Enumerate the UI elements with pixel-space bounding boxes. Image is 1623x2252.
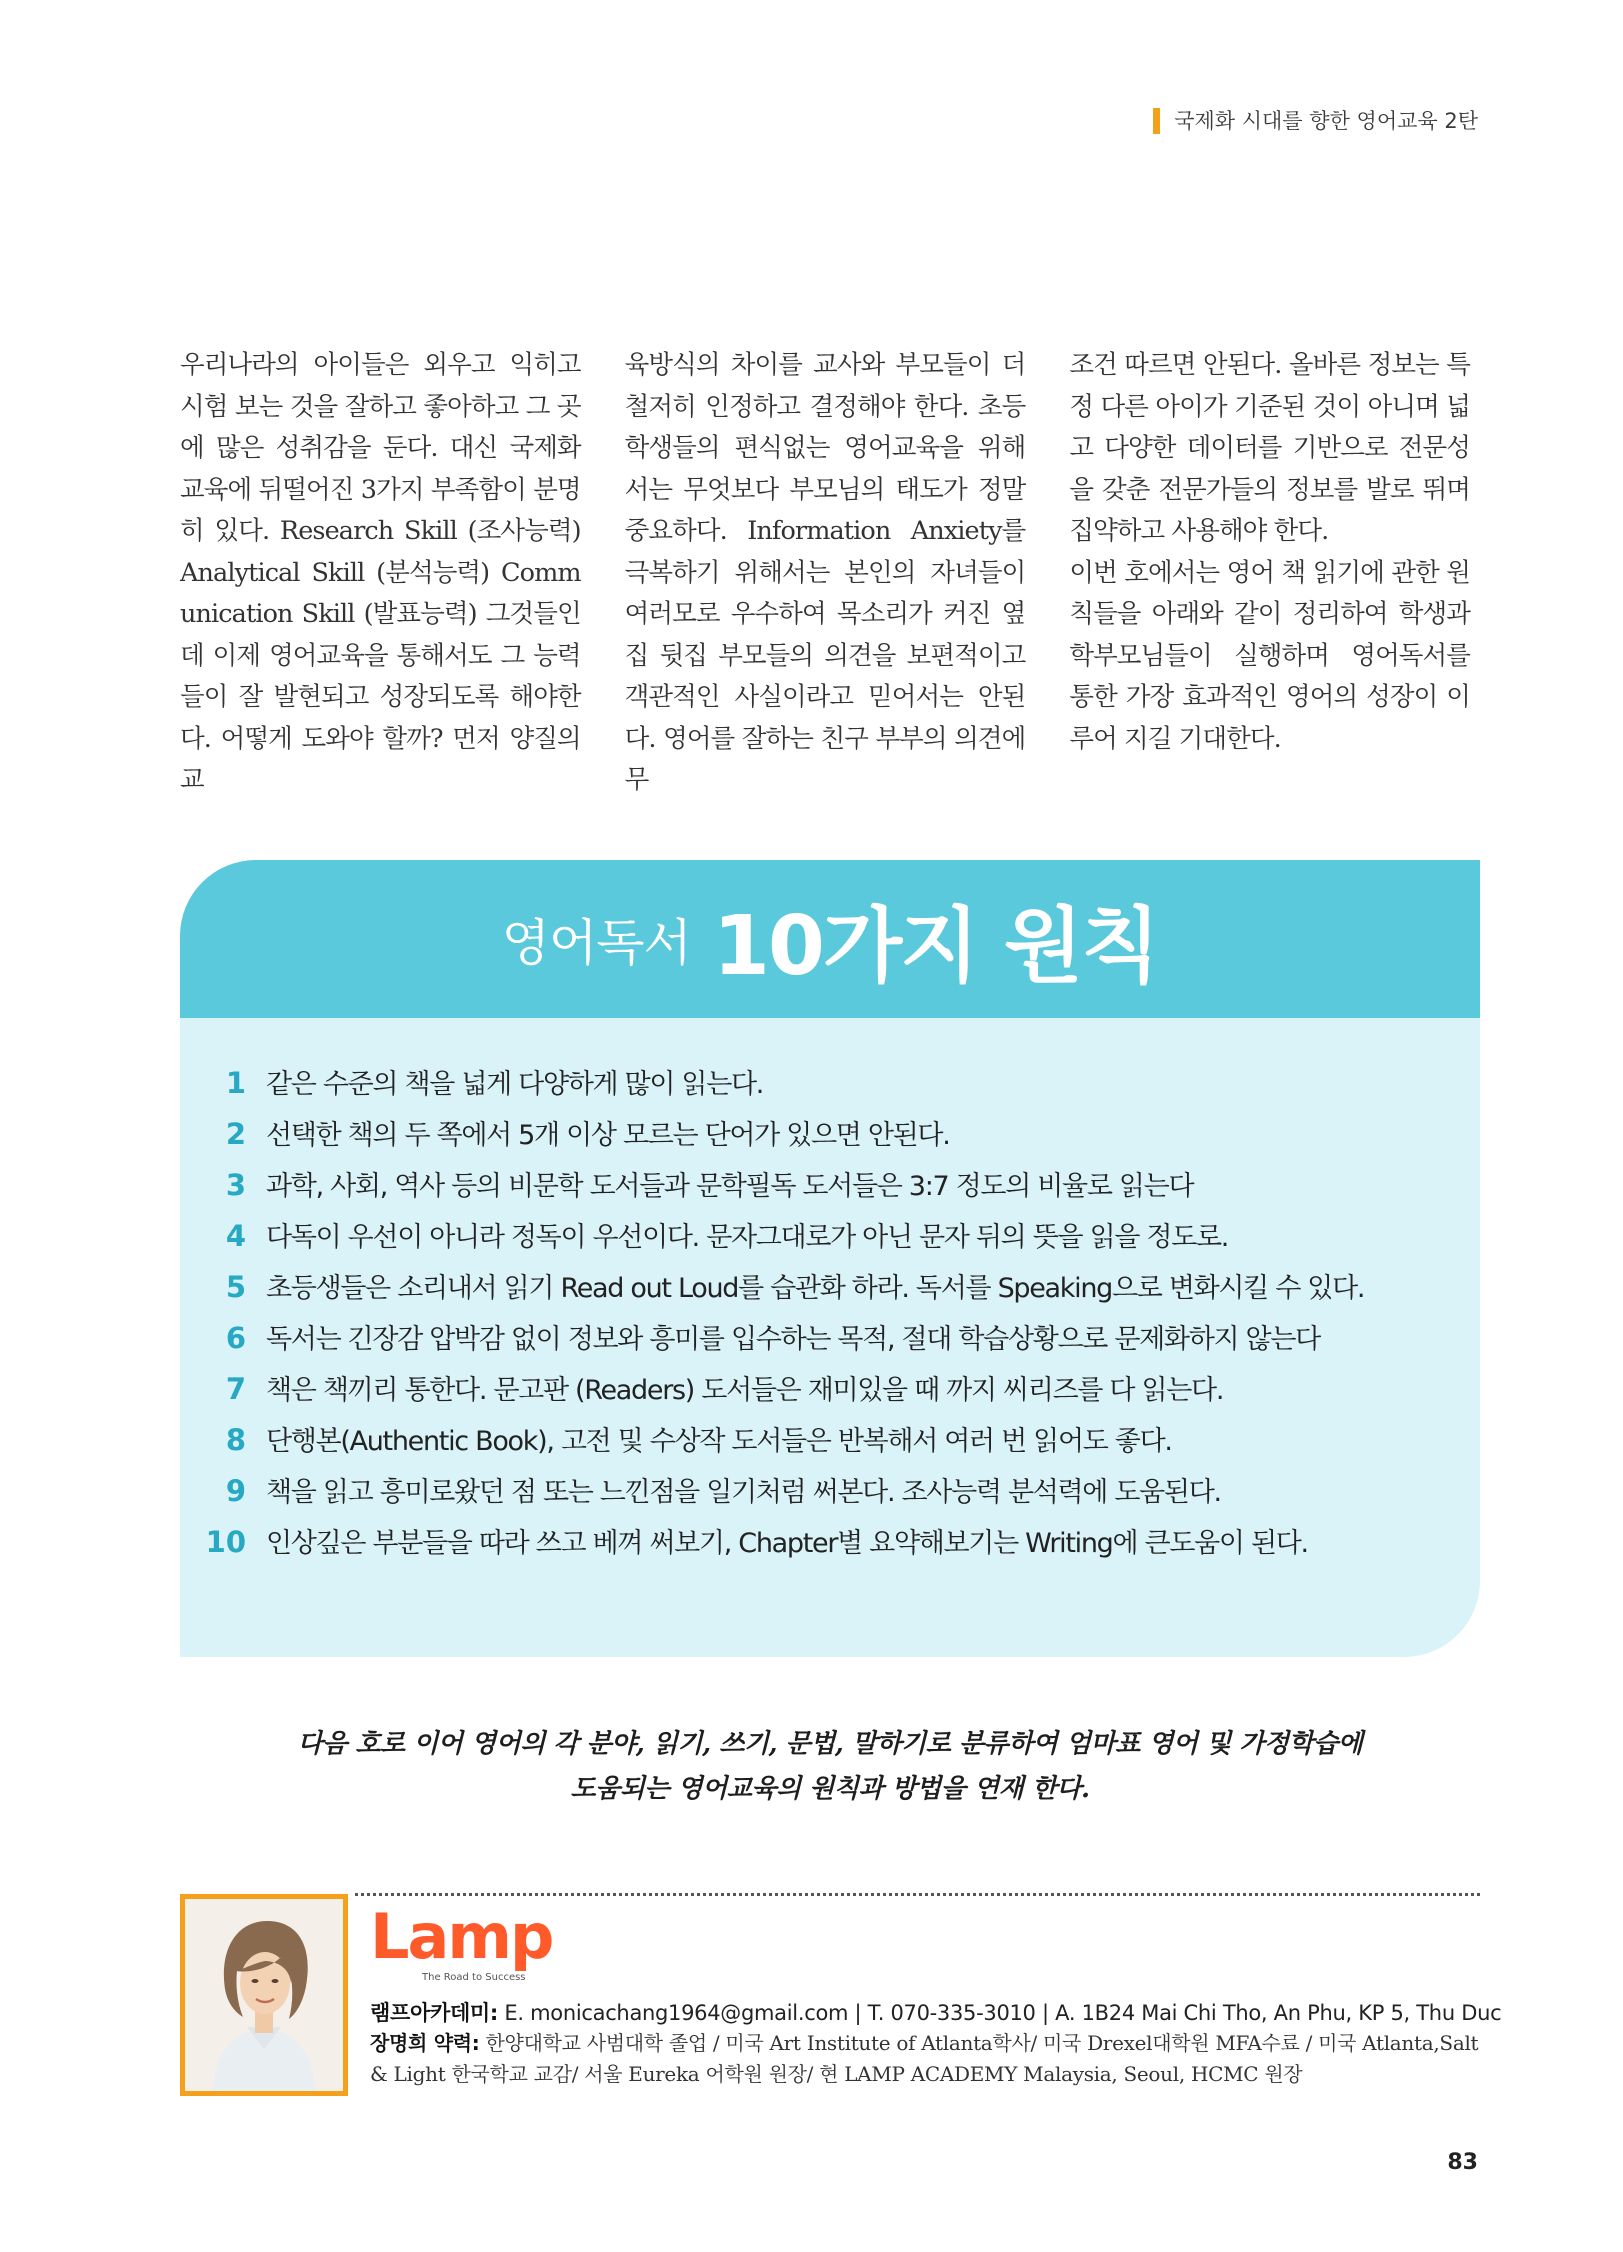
page-number: 83 <box>1447 2150 1478 2175</box>
rule-text: 독서는 긴장감 압박감 없이 정보와 흥미를 입수하는 목적, 절대 학습상황으로 문제화하지 않는다 <box>266 1324 1320 1355</box>
rule-item <box>180 1266 1480 1317</box>
reading-rules-panel <box>180 860 1480 1657</box>
rule-item <box>180 1368 1480 1419</box>
author-photo <box>180 1894 348 2096</box>
rule-text: 선택한 책의 두 쪽에서 5개 이상 모르는 단어가 있으면 안된다. <box>266 1120 950 1151</box>
rule-number: 4 <box>225 1219 246 1253</box>
lamp-logo <box>370 1900 553 1983</box>
closing-line: 다음 호로 이어 영어의 각 분야, 읽기, 쓰기, 문법, 말하기로 분류하여 엄마표 영어 및 가정학습에 <box>297 1729 1363 1759</box>
panel-title-main: 10가지 원칙 <box>712 898 1159 994</box>
intro-paragraph: 육방식의 차이를 교사와 부모들이 더 철저히 인정하고 결정해야 한다. 초등학생들의 편식없는 영어교육을 위해서는 무엇보다 부모님의 태도가 정말 중요하다. Information Anxiety를 극복하기 위해서는 본인의 자녀들이 여러모로 우수하여 목소리가 커진 옆집 뒷집 부모들의 의견을 보편적이고 객관적인 사실이라고 믿어서는 안된다. 영어를 잘하는 친구 부부의 의견에 무 <box>624 350 1026 795</box>
author-profile <box>370 1998 1502 2090</box>
intro-paragraph: 조건 따르면 안된다. 올바른 정보는 특정 다른 아이가 기준된 것이 아니며 넓고 다양한 데이터를 기반으로 전문성을 갖춘 전문가들의 정보를 발로 뛰며 집약하고 사용해야 한다. <box>1069 350 1471 546</box>
rule-item <box>180 1419 1480 1470</box>
contact-line <box>370 1998 1502 2028</box>
rule-number: 2 <box>225 1117 246 1151</box>
rule-number: 1 <box>225 1066 246 1100</box>
intro-column-1 <box>180 345 581 802</box>
rule-number: 5 <box>225 1270 246 1304</box>
rule-item <box>180 1215 1480 1266</box>
intro-column-3 <box>1069 345 1470 802</box>
rule-text: 같은 수준의 책을 넓게 다양하게 많이 읽는다. <box>266 1069 764 1100</box>
section-tag: 국제화 시대를 향한 영어교육 2탄 <box>1153 108 1478 134</box>
intro-paragraph: 우리나라의 아이들은 외우고 익히고 시험 보는 것을 잘하고 좋아하고 그 곳에 많은 성취감을 둔다. 대신 국제화 교육에 뒤떨어진 3가지 부족함이 분명히 있다. Research Skill (조사능력) Analytical Skill (분석능력) Communication Skill (발표능력) 그것들인데 이제 영어교육을 통해서도 그 능력들이 잘 발현되고 성장되도록 해야한다. 어떻게 도와야 할까? 먼저 양질의 교 <box>180 350 581 795</box>
rule-item <box>180 1062 1480 1113</box>
author-portrait-icon <box>185 1899 343 2091</box>
rule-text: 책을 읽고 흥미로왔던 점 또는 느낀점을 일기처럼 써본다. 조사능력 분석력에 도움된다. <box>266 1477 1221 1508</box>
rule-number: 9 <box>225 1474 246 1508</box>
intro-text <box>180 345 1470 802</box>
rule-item <box>180 1113 1480 1164</box>
rule-text: 초등생들은 소리내서 읽기 Read out Loud를 습관화 하라. 독서를 Speaking으로 변화시킬 수 있다. <box>266 1273 1365 1304</box>
rule-text: 단행본(Authentic Book), 고전 및 수상작 도서들은 반복해서 여러 번 읽어도 좋다. <box>266 1426 1172 1457</box>
closing-line: 도움되는 영어교육의 원칙과 방법을 연재 한다. <box>570 1774 1090 1804</box>
bio-label: 장명희 약력: <box>370 2031 480 2055</box>
rule-item <box>180 1521 1480 1572</box>
intro-column-2 <box>625 345 1026 802</box>
rule-item <box>180 1317 1480 1368</box>
rule-number: 3 <box>225 1168 246 1202</box>
closing-note <box>180 1722 1480 1812</box>
logo-tagline: The Road to Success <box>422 1972 526 1983</box>
rule-text: 인상깊은 부분들을 따라 쓰고 베껴 써보기, Chapter별 요약해보기는 Writing에 큰도움이 된다. <box>266 1528 1308 1559</box>
rule-text: 과학, 사회, 역사 등의 비문학 도서들과 문학필독 도서들은 3:7 정도의 비율로 읽는다 <box>266 1171 1194 1202</box>
panel-title-prefix: 영어독서 <box>501 914 691 972</box>
divider <box>355 1893 1480 1896</box>
rule-number: 8 <box>225 1423 246 1457</box>
rule-number: 6 <box>225 1321 246 1355</box>
panel-body <box>180 1018 1480 1657</box>
rule-number: 10 <box>205 1525 246 1559</box>
rule-number: 7 <box>225 1372 246 1406</box>
rule-text: 책은 책끼리 통한다. 문고판 (Readers) 도서들은 재미있을 때 까지 씨리즈를 다 읽는다. <box>266 1375 1224 1406</box>
intro-paragraph: 이번 호에서는 영어 책 읽기에 관한 원칙들을 아래와 같이 정리하여 학생과 학부모님들이 실행하며 영어독서를 통한 가장 효과적인 영어의 성장이 이루어 지길 기대한다. <box>1069 557 1471 754</box>
bio-text: 한양대학교 사범대학 졸업 / 미국 Art Institute of Atlanta학사/ 미국 Drexel대학원 MFA수료 / 미국 Atlanta,Salt & Light 한국학교 교감/ 서울 Eureka 어학원 원장/ 현 LAMP ACADEMY Malaysia, Seoul, HCMC 원장 <box>370 2031 1479 2086</box>
bio-line <box>370 2028 1482 2090</box>
logo-wordmark: Lamp <box>370 1900 553 1973</box>
rule-text: 다독이 우선이 아니라 정독이 우선이다. 문자그대로가 아닌 문자 뒤의 뜻을 읽을 정도로. <box>266 1222 1229 1253</box>
rule-item <box>180 1164 1480 1215</box>
rule-item <box>180 1470 1480 1521</box>
rules-list <box>180 1062 1480 1572</box>
panel-header <box>180 860 1480 1018</box>
contact-info: E. monicachang1964@gmail.com | T. 070-335-3010 | A. 1B24 Mai Chi Tho, An Phu, KP 5, Thu Duc <box>504 2001 1502 2025</box>
academy-label: 램프아카데미: <box>370 2001 499 2025</box>
